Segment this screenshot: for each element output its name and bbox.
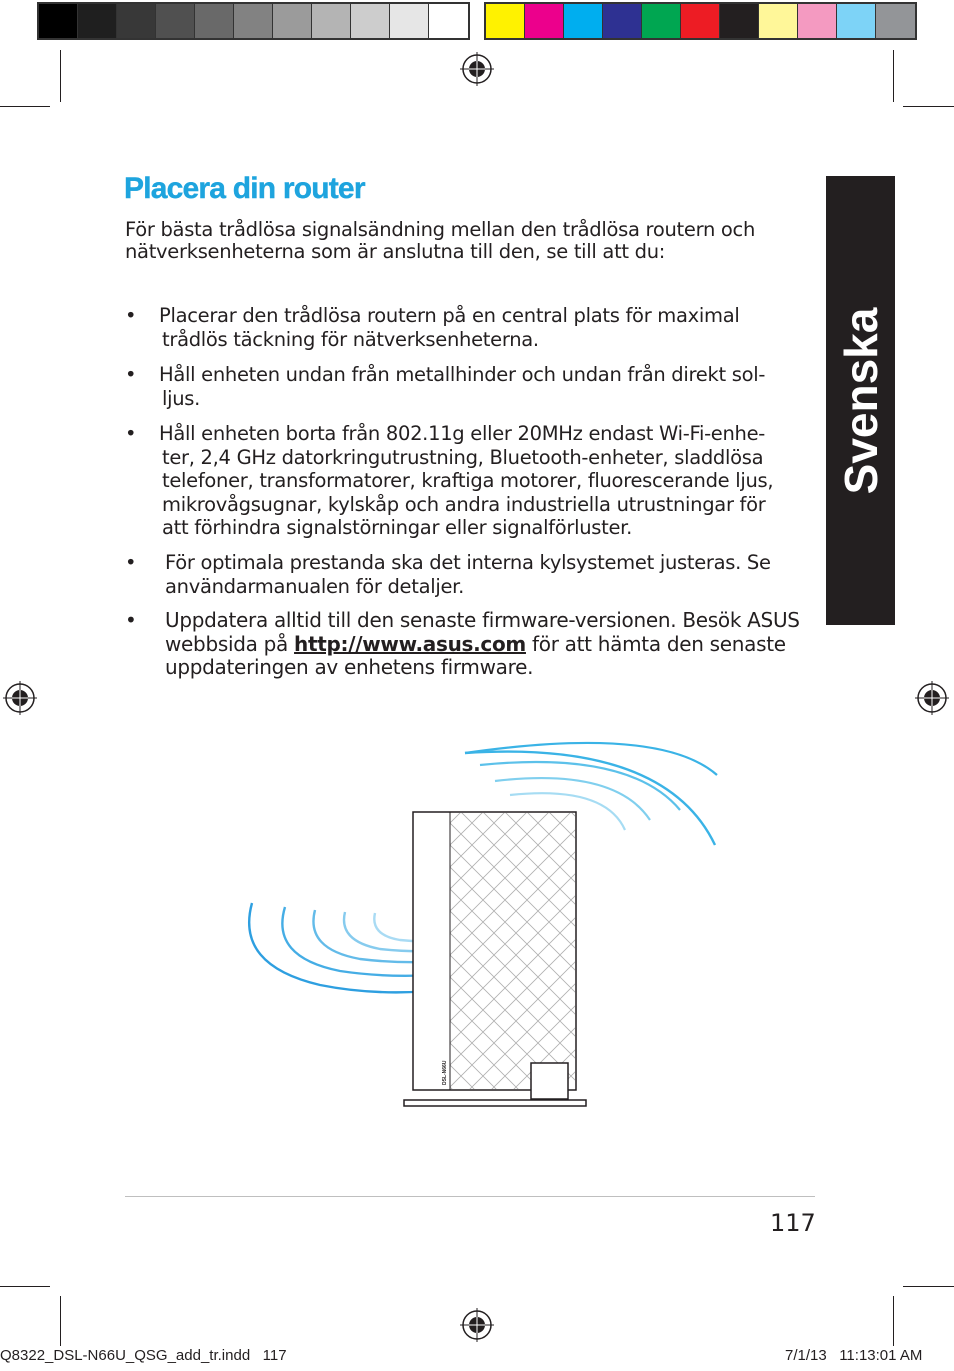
list-item-text: Placerar den trådlösa routern på en central plats för maximal <box>159 304 740 327</box>
color-swatch <box>603 4 642 38</box>
crop-mark <box>0 106 50 107</box>
list-item-text: telefoner, transformatorer, kraftiga motorer, fluorescerande ljus, <box>162 469 774 492</box>
bullet-marker: • <box>125 608 137 632</box>
color-swatch <box>525 4 564 38</box>
list-item-text: att förhindra signalstörningar eller signalförluster. <box>162 516 633 539</box>
color-swatch <box>486 4 525 38</box>
text-segment: för att hämta den senaste <box>525 631 786 656</box>
registration-mark-icon <box>915 681 949 715</box>
intro-paragraph <box>125 219 805 263</box>
list-item-text: Uppdatera alltid till den senaste firmware-versionen. Besök ASUS <box>165 608 800 632</box>
list-item-text: ter, 2,4 GHz datorkringutrustning, Bluetooth-enheter, sladdlösa <box>162 445 764 469</box>
language-tab-label: Svenska <box>834 307 887 494</box>
color-swatch <box>39 4 78 38</box>
list-item-text: Håll enheten undan från metallhinder och undan från direkt sol- <box>159 363 766 386</box>
bullet-marker: • <box>125 551 137 574</box>
color-swatch <box>78 4 117 38</box>
list-item-text <box>165 633 800 657</box>
color-swatch <box>273 4 312 38</box>
bullet-marker: • <box>125 363 137 386</box>
list-item-text: För optimala prestanda ska det interna kylsystemet justeras. Se <box>165 551 771 574</box>
list-item-text: ljus. <box>162 386 201 410</box>
color-swatch <box>195 4 234 38</box>
crop-mark <box>60 1296 61 1346</box>
color-swatch <box>759 4 798 38</box>
grayscale-color-bar <box>37 2 470 40</box>
list-item-text: mikrovågsugnar, kylskåp och andra industriella utrustningar för <box>162 492 766 516</box>
color-swatch <box>351 4 390 38</box>
crop-mark <box>903 1286 954 1287</box>
bullet-marker: • <box>125 304 137 327</box>
color-swatch <box>117 4 156 38</box>
crop-mark <box>893 1296 894 1346</box>
list-item-text: uppdateringen av enhetens firmware. <box>165 655 534 679</box>
registration-mark-icon <box>3 681 37 715</box>
router-device <box>404 812 586 1106</box>
color-swatch <box>837 4 876 38</box>
page-title: Placera din router <box>124 172 365 205</box>
color-swatch <box>564 4 603 38</box>
color-swatch <box>234 4 273 38</box>
list-item-text: användarmanualen för detaljer. <box>165 574 464 598</box>
color-swatch <box>390 4 429 38</box>
crop-mark <box>893 50 894 102</box>
list-item-text: trådlös täckning för nätverksenheterna. <box>162 327 539 351</box>
print-slug-filename: Q8322_DSL-N66U_QSG_add_tr.indd 117 <box>0 1347 287 1364</box>
router-model-label: DSL-N66U <box>442 1060 448 1085</box>
registration-mark-icon <box>460 1308 494 1342</box>
process-color-bar <box>484 2 917 40</box>
color-swatch <box>642 4 681 38</box>
language-side-tab <box>826 176 895 625</box>
color-swatch <box>876 4 915 38</box>
intro-line: För bästa trådlösa signalsändning mellan den trådlösa routern och <box>125 218 756 241</box>
color-swatch <box>681 4 720 38</box>
bullet-marker: • <box>125 422 137 445</box>
registration-mark-icon <box>460 52 494 86</box>
crop-mark <box>903 106 954 107</box>
color-swatch <box>156 4 195 38</box>
page-number: 117 <box>770 1209 816 1237</box>
text-segment: webbsida på <box>165 631 295 656</box>
color-swatch <box>429 4 468 38</box>
crop-mark <box>0 1286 50 1287</box>
asus-website-link[interactable]: http://www.asus.com <box>294 631 526 656</box>
color-swatch <box>312 4 351 38</box>
color-swatch <box>720 4 759 38</box>
crop-mark <box>60 50 61 102</box>
color-swatch <box>798 4 837 38</box>
intro-line: nätverksenheterna som är anslutna till den, se till att du: <box>125 240 666 263</box>
print-slug-timestamp: 7/1/13 11:13:01 AM <box>785 1347 923 1364</box>
footer-divider <box>125 1196 815 1197</box>
list-item-text: Håll enheten borta från 802.11g eller 20MHz endast Wi-Fi-enhe- <box>159 422 766 445</box>
router-illustration <box>230 735 730 1115</box>
